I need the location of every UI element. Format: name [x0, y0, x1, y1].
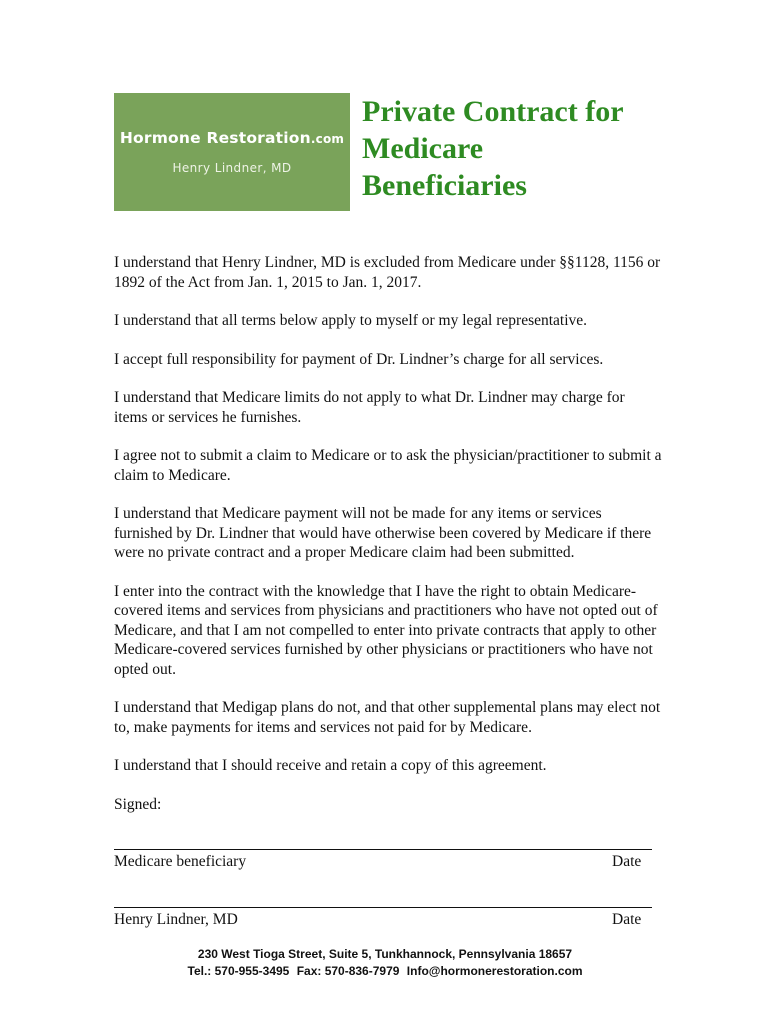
term-paragraph: I enter into the contract with the knowledge that I have the right to obtain Medicare-covered items and services from physicians and practitioners who have not opted out of Medicare, and that I am not compelled to enter into private contracts that apply to other Medicare-covered services furnished by other physicians or practitioners who have not opted out. [114, 582, 658, 678]
term-paragraph: I understand that Medigap plans do not, and that other supplemental plans may elect not to, make payments for items and services not paid for by Medicare. [114, 699, 661, 736]
logo-doctor-name: Henry Lindner, MD [172, 161, 292, 175]
footer-contact [0, 964, 770, 978]
page-title [362, 93, 662, 204]
title-line: Beneficiaries [362, 169, 527, 202]
physician-signature-label: Henry Lindner, MD [114, 911, 238, 928]
term-paragraph: I understand that all terms below apply to myself or my legal representative. [114, 312, 588, 329]
beneficiary-signature-label: Medicare beneficiary [114, 853, 247, 870]
beneficiary-date-label: Date [612, 853, 642, 870]
footer-fax: Fax: 570-836-7979 [296, 964, 400, 978]
contract-terms [114, 253, 662, 795]
signature-line-beneficiary[interactable] [114, 849, 652, 850]
logo-brand-suffix: .com [310, 132, 345, 146]
term-paragraph: I agree not to submit a claim to Medicare or to ask the physician/practitioner to submit a claim to Medicare. [114, 447, 662, 484]
title-line: Private Contract for [362, 95, 624, 128]
footer-email[interactable]: Info@hormonerestoration.com [406, 964, 583, 978]
signature-line-physician[interactable] [114, 907, 652, 908]
signed-label: Signed: [114, 796, 162, 813]
footer-address: 230 West Tioga Street, Suite 5, Tunkhannock, Pennsylvania 18657 [197, 947, 573, 961]
physician-date-label: Date [612, 911, 642, 928]
term-paragraph: I understand that Medicare payment will not be made for any items or services furnished by Dr. Lindner that would have otherwise been covered by Medicare if there were no private contract and a proper Medicare claim had been submitted. [114, 505, 652, 561]
title-line: Medicare [362, 132, 484, 165]
logo-brand [114, 129, 350, 147]
term-paragraph: I understand that Medicare limits do not apply to what Dr. Lindner may charge for items or services he furnishes. [114, 389, 625, 426]
logo [114, 93, 350, 211]
term-paragraph: I understand that I should receive and retain a copy of this agreement. [114, 757, 547, 774]
term-paragraph: I understand that Henry Lindner, MD is excluded from Medicare under §§1128, 1156 or 1892 of the Act from Jan. 1, 2015 to Jan. 1, 2017. [114, 254, 661, 291]
footer-tel: Tel.: 570-955-3495 [187, 964, 290, 978]
logo-brand-name: Hormone Restoration [119, 129, 311, 147]
term-paragraph: I accept full responsibility for payment of Dr. Lindner’s charge for all services. [114, 350, 604, 368]
